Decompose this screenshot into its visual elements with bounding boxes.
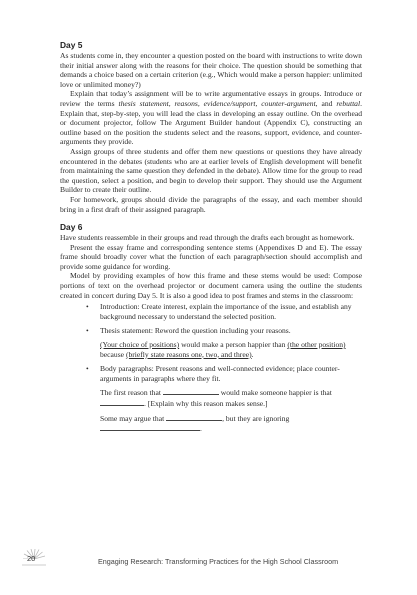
list-item-body-paragraphs: • Body paragraphs: Present reasons and well-connected evidence; place counter-arguments in paragraphs where they fit. The first reason that would make someone happier is that . [Explain why this reason makes sense.] Some may argue that , but they are ignoring .: [100, 364, 362, 434]
reason-frame: The first reason that would make someone happier is that . [Explain why this reason makes sense.]: [100, 388, 332, 408]
blank-line: [100, 398, 144, 406]
day6-paragraph-2: Present the essay frame and corresponding sentence stems (Appendixes D and E). The essay frame should broadly cover what the function of each paragraph/section should accomplish and provide some guidance for wording.: [60, 242, 362, 271]
bullet-icon: •: [86, 326, 89, 336]
day6-paragraph-3: Model by providing examples of how this frame and these stems would be used: Compose portions of text on the overhead projector or document camera using the outline the students created in concert during Day 5. It is also a good idea to post frames and stems in the classroom:: [60, 271, 362, 300]
document-page: [60, 40, 362, 439]
list-item-thesis: • Thesis statement: Reword the question including your reasons. (Your choice of positions) would make a person happier than (the other position) because (briefly state reasons one, two, and three).: [100, 326, 362, 359]
page-number: 20: [27, 554, 36, 563]
day6-section: [60, 222, 362, 434]
frames-list: [60, 302, 362, 434]
blank-line: [163, 387, 219, 395]
day5-paragraph-1: As students come in, they encounter a question posted on the board with instructions to write down their initial answer along with the reasons for their choice. The question should be something that demands a choice based on a certain criterion (e.g., Which would make a person happier: unlimited love or unlimited money?): [60, 51, 362, 89]
running-footer-title: Engaging Research: Transforming Practices for the High School Classroom: [98, 557, 339, 566]
bullet-icon: •: [86, 364, 89, 374]
blank-line: [166, 413, 222, 421]
day5-heading: Day 5: [60, 40, 83, 50]
terms-list: thesis statement, reasons, evidence/support, counter-argument,: [118, 98, 318, 108]
bullet-icon: •: [86, 302, 89, 312]
day5-paragraph-4: For homework, groups should divide the paragraphs of the essay, and each member should bring in a first draft of their assigned paragraph.: [60, 194, 362, 214]
page-footer: [22, 555, 397, 569]
day5-paragraph-2: Explain that today’s assignment will be to write argumentative essays in groups. Introduce or review the terms thesis statement, reasons, evidence/support, counter-argument, and rebuttal. Explain that, step-by-step, you will lead the class in developing an essay outline. On the overhead or document projector, follow The Argument Builder handout (Appendix C), constructing an outline based on the position the students select and the reasons, support, evidence, and counter-arguments they provide.: [60, 89, 362, 147]
list-item-introduction: • Introduction: Create interest, explain the importance of the issue, and establish any background necessary to understand the selected position.: [86, 302, 352, 321]
day5-section: [60, 40, 362, 214]
day6-paragraph-1: Have students reassemble in their groups and read through the drafts each brought as homework.: [60, 233, 355, 243]
day6-heading: Day 6: [60, 222, 83, 233]
counter-argument-frame: Some may argue that , but they are ignoring .: [100, 413, 290, 434]
blank-line: [100, 423, 200, 431]
page-number-badge: [22, 549, 46, 569]
term-rebuttal: rebuttal: [336, 98, 361, 108]
thesis-example: (Your choice of positions) would make a person happier than (the other position) because (briefly state reasons one, two, and three).: [100, 340, 346, 359]
day5-paragraph-3: Assign groups of three students and offer them new questions or questions they have already encountered in the debates (students who are at earlier levels of English development will benefit from maintaining the same question they defended in the debate). Allow time for the group to read the question, select a position, and begin to develop their support. They should use the Argument Builder to create their outline.: [60, 146, 362, 195]
